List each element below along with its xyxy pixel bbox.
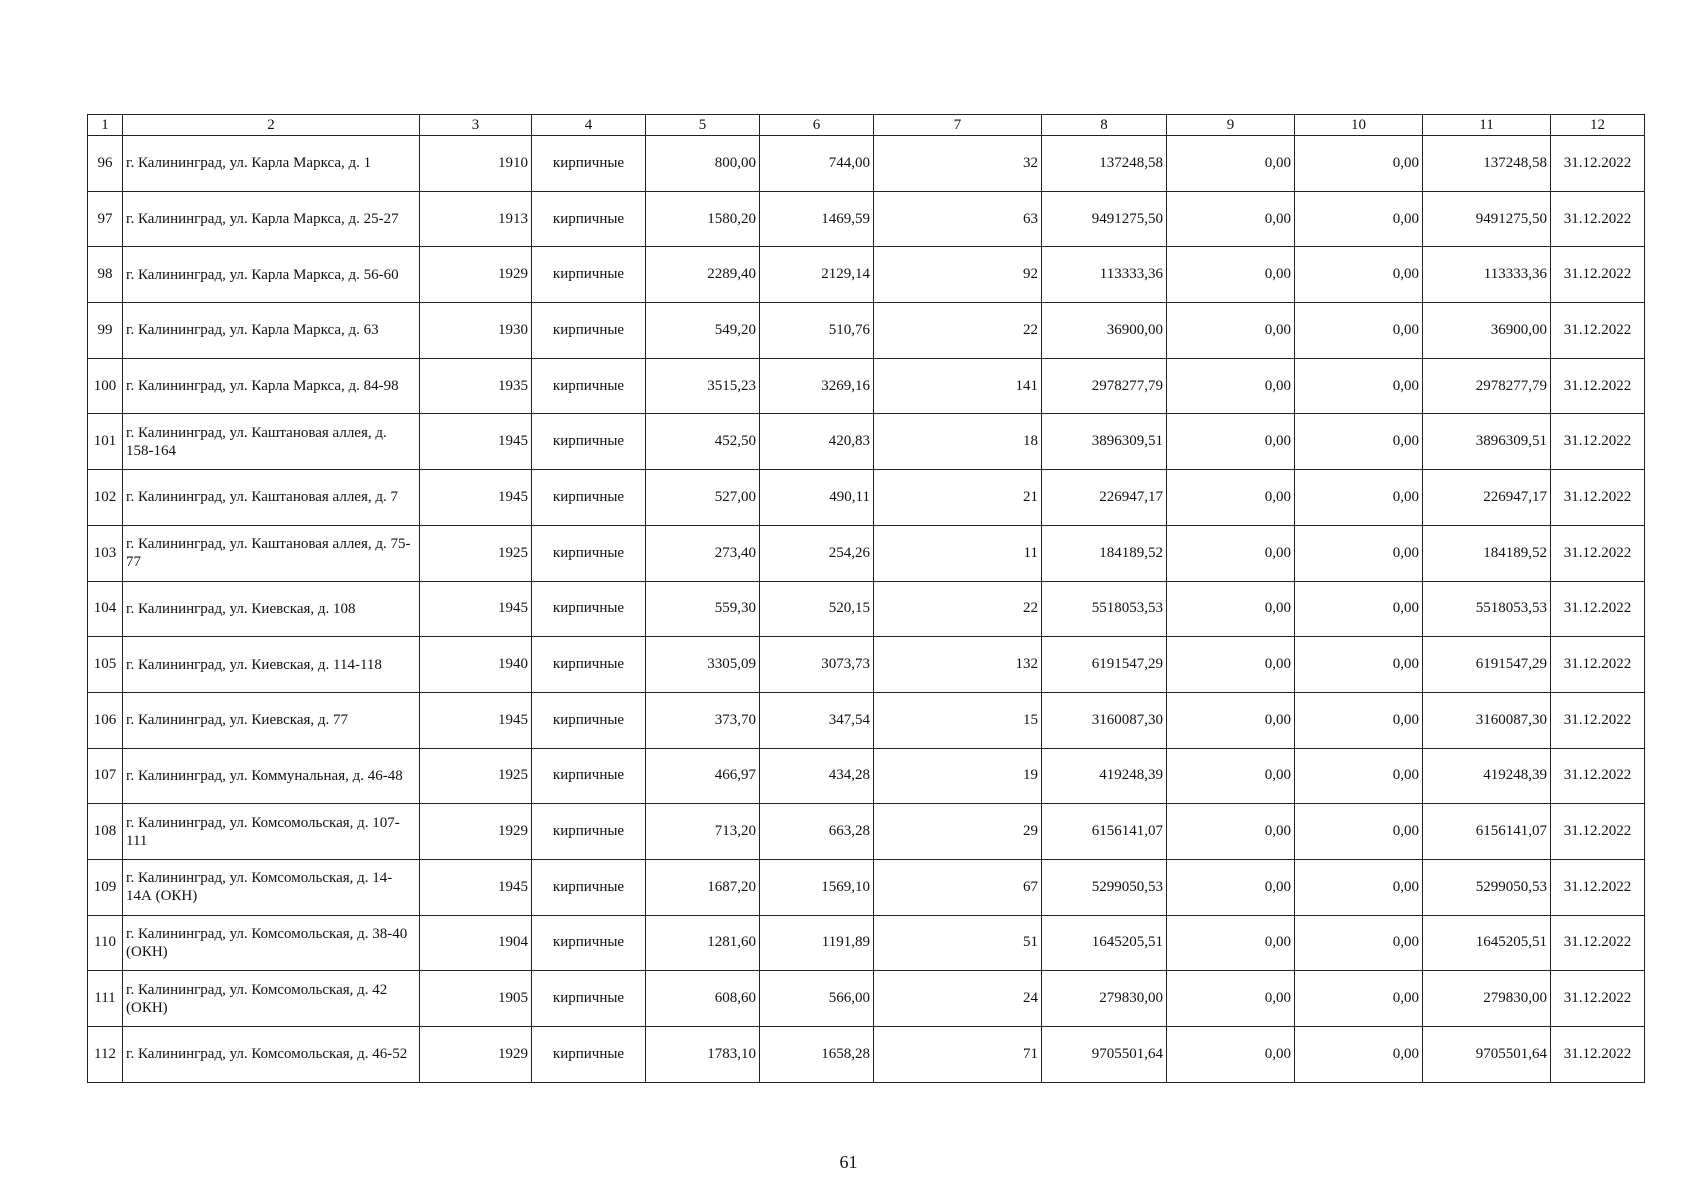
cell-col10: 0,00 (1295, 414, 1423, 470)
cell-date: 31.12.2022 (1551, 303, 1645, 359)
table-row (88, 247, 1645, 303)
cell-col10: 0,00 (1295, 247, 1423, 303)
cell-col7: 22 (874, 303, 1042, 359)
cell-address: г. Калининград, ул. Карла Маркса, д. 25-27 (123, 191, 420, 247)
cell-col8: 279830,00 (1042, 971, 1167, 1027)
cell-col11: 9705501,64 (1423, 1027, 1551, 1083)
cell-address: г. Калининград, ул. Карла Маркса, д. 1 (123, 136, 420, 192)
cell-col11: 226947,17 (1423, 470, 1551, 526)
cell-col7: 11 (874, 525, 1042, 581)
table-row (88, 470, 1645, 526)
cell-date: 31.12.2022 (1551, 804, 1645, 860)
cell-col9: 0,00 (1167, 358, 1295, 414)
cell-col5: 549,20 (646, 303, 760, 359)
cell-date: 31.12.2022 (1551, 525, 1645, 581)
cell-col7: 141 (874, 358, 1042, 414)
cell-col6: 1569,10 (760, 859, 874, 915)
cell-col5: 452,50 (646, 414, 760, 470)
cell-col7: 15 (874, 692, 1042, 748)
cell-col8: 184189,52 (1042, 525, 1167, 581)
cell-date: 31.12.2022 (1551, 414, 1645, 470)
cell-col9: 0,00 (1167, 637, 1295, 693)
cell-col7: 71 (874, 1027, 1042, 1083)
cell-col9: 0,00 (1167, 581, 1295, 637)
cell-address: г. Калининград, ул. Каштановая аллея, д. 158-164 (123, 414, 420, 470)
cell-wall-material: кирпичные (532, 414, 646, 470)
cell-row-number: 97 (88, 191, 123, 247)
table-row (88, 303, 1645, 359)
cell-wall-material: кирпичные (532, 1027, 646, 1083)
cell-col5: 2289,40 (646, 247, 760, 303)
cell-col8: 9705501,64 (1042, 1027, 1167, 1083)
cell-col11: 5299050,53 (1423, 859, 1551, 915)
table-row (88, 525, 1645, 581)
cell-row-number: 96 (88, 136, 123, 192)
header-row (88, 115, 1645, 136)
cell-year: 1945 (420, 470, 532, 526)
cell-col10: 0,00 (1295, 136, 1423, 192)
cell-col11: 5518053,53 (1423, 581, 1551, 637)
cell-col5: 466,97 (646, 748, 760, 804)
cell-date: 31.12.2022 (1551, 915, 1645, 971)
cell-address: г. Калининград, ул. Каштановая аллея, д. 75-77 (123, 525, 420, 581)
cell-col5: 1687,20 (646, 859, 760, 915)
cell-col7: 92 (874, 247, 1042, 303)
table-row (88, 859, 1645, 915)
cell-date: 31.12.2022 (1551, 136, 1645, 192)
cell-col5: 559,30 (646, 581, 760, 637)
cell-row-number: 105 (88, 637, 123, 693)
cell-col8: 137248,58 (1042, 136, 1167, 192)
cell-col10: 0,00 (1295, 971, 1423, 1027)
cell-col11: 36900,00 (1423, 303, 1551, 359)
cell-col11: 1645205,51 (1423, 915, 1551, 971)
cell-col10: 0,00 (1295, 859, 1423, 915)
cell-col6: 663,28 (760, 804, 874, 860)
cell-col5: 800,00 (646, 136, 760, 192)
cell-year: 1929 (420, 804, 532, 860)
cell-row-number: 102 (88, 470, 123, 526)
cell-row-number: 103 (88, 525, 123, 581)
cell-date: 31.12.2022 (1551, 581, 1645, 637)
table-header (88, 115, 1645, 136)
cell-row-number: 98 (88, 247, 123, 303)
table-row (88, 191, 1645, 247)
table-row (88, 414, 1645, 470)
cell-col7: 51 (874, 915, 1042, 971)
cell-address: г. Калининград, ул. Каштановая аллея, д. 7 (123, 470, 420, 526)
cell-col9: 0,00 (1167, 414, 1295, 470)
cell-col5: 1783,10 (646, 1027, 760, 1083)
cell-col9: 0,00 (1167, 470, 1295, 526)
cell-col7: 63 (874, 191, 1042, 247)
cell-col10: 0,00 (1295, 358, 1423, 414)
cell-col7: 29 (874, 804, 1042, 860)
cell-date: 31.12.2022 (1551, 470, 1645, 526)
cell-col7: 32 (874, 136, 1042, 192)
table-row (88, 748, 1645, 804)
cell-year: 1945 (420, 692, 532, 748)
cell-date: 31.12.2022 (1551, 358, 1645, 414)
cell-col5: 3515,23 (646, 358, 760, 414)
cell-col10: 0,00 (1295, 191, 1423, 247)
cell-col6: 1469,59 (760, 191, 874, 247)
cell-col10: 0,00 (1295, 525, 1423, 581)
cell-year: 1945 (420, 581, 532, 637)
cell-wall-material: кирпичные (532, 915, 646, 971)
cell-date: 31.12.2022 (1551, 1027, 1645, 1083)
table-row (88, 915, 1645, 971)
cell-col6: 744,00 (760, 136, 874, 192)
cell-col9: 0,00 (1167, 191, 1295, 247)
cell-col11: 3160087,30 (1423, 692, 1551, 748)
cell-address: г. Калининград, ул. Комсомольская, д. 14-14А (ОКН) (123, 859, 420, 915)
column-header-7: 7 (874, 115, 1042, 136)
cell-col8: 113333,36 (1042, 247, 1167, 303)
cell-col9: 0,00 (1167, 136, 1295, 192)
cell-col11: 2978277,79 (1423, 358, 1551, 414)
cell-col5: 1580,20 (646, 191, 760, 247)
cell-wall-material: кирпичные (532, 525, 646, 581)
cell-col6: 2129,14 (760, 247, 874, 303)
column-header-12: 12 (1551, 115, 1645, 136)
cell-col9: 0,00 (1167, 804, 1295, 860)
cell-col5: 1281,60 (646, 915, 760, 971)
cell-col11: 6156141,07 (1423, 804, 1551, 860)
cell-address: г. Калининград, ул. Комсомольская, д. 38-40 (ОКН) (123, 915, 420, 971)
cell-row-number: 108 (88, 804, 123, 860)
cell-row-number: 104 (88, 581, 123, 637)
cell-col5: 273,40 (646, 525, 760, 581)
cell-col6: 3073,73 (760, 637, 874, 693)
cell-date: 31.12.2022 (1551, 971, 1645, 1027)
cell-col10: 0,00 (1295, 303, 1423, 359)
column-header-1: 1 (88, 115, 123, 136)
cell-col11: 137248,58 (1423, 136, 1551, 192)
cell-date: 31.12.2022 (1551, 637, 1645, 693)
cell-wall-material: кирпичные (532, 748, 646, 804)
cell-col6: 434,28 (760, 748, 874, 804)
cell-wall-material: кирпичные (532, 692, 646, 748)
cell-col10: 0,00 (1295, 470, 1423, 526)
cell-col7: 132 (874, 637, 1042, 693)
cell-row-number: 101 (88, 414, 123, 470)
cell-col8: 2978277,79 (1042, 358, 1167, 414)
cell-col9: 0,00 (1167, 303, 1295, 359)
cell-col10: 0,00 (1295, 915, 1423, 971)
cell-col9: 0,00 (1167, 247, 1295, 303)
cell-col11: 9491275,50 (1423, 191, 1551, 247)
cell-col8: 6191547,29 (1042, 637, 1167, 693)
cell-row-number: 106 (88, 692, 123, 748)
cell-col10: 0,00 (1295, 581, 1423, 637)
cell-address: г. Калининград, ул. Комсомольская, д. 107-111 (123, 804, 420, 860)
cell-col11: 3896309,51 (1423, 414, 1551, 470)
cell-col7: 67 (874, 859, 1042, 915)
cell-row-number: 112 (88, 1027, 123, 1083)
cell-col9: 0,00 (1167, 1027, 1295, 1083)
cell-address: г. Калининград, ул. Комсомольская, д. 42 (ОКН) (123, 971, 420, 1027)
table-row (88, 1027, 1645, 1083)
cell-address: г. Калининград, ул. Комсомольская, д. 46-52 (123, 1027, 420, 1083)
cell-col11: 113333,36 (1423, 247, 1551, 303)
cell-col6: 520,15 (760, 581, 874, 637)
cell-col5: 713,20 (646, 804, 760, 860)
cell-col10: 0,00 (1295, 692, 1423, 748)
cell-year: 1905 (420, 971, 532, 1027)
cell-col6: 1191,89 (760, 915, 874, 971)
column-header-3: 3 (420, 115, 532, 136)
cell-col5: 373,70 (646, 692, 760, 748)
cell-year: 1925 (420, 525, 532, 581)
column-header-5: 5 (646, 115, 760, 136)
cell-row-number: 100 (88, 358, 123, 414)
cell-col11: 279830,00 (1423, 971, 1551, 1027)
column-header-11: 11 (1423, 115, 1551, 136)
cell-wall-material: кирпичные (532, 637, 646, 693)
table-row (88, 971, 1645, 1027)
cell-col8: 9491275,50 (1042, 191, 1167, 247)
column-header-2: 2 (123, 115, 420, 136)
cell-date: 31.12.2022 (1551, 692, 1645, 748)
cell-col8: 419248,39 (1042, 748, 1167, 804)
cell-year: 1910 (420, 136, 532, 192)
cell-row-number: 99 (88, 303, 123, 359)
column-header-8: 8 (1042, 115, 1167, 136)
cell-col8: 5299050,53 (1042, 859, 1167, 915)
cell-col8: 6156141,07 (1042, 804, 1167, 860)
cell-col7: 18 (874, 414, 1042, 470)
table-row (88, 358, 1645, 414)
cell-col6: 510,76 (760, 303, 874, 359)
cell-year: 1930 (420, 303, 532, 359)
table-row (88, 136, 1645, 192)
cell-year: 1925 (420, 748, 532, 804)
cell-col11: 184189,52 (1423, 525, 1551, 581)
cell-wall-material: кирпичные (532, 804, 646, 860)
cell-wall-material: кирпичные (532, 971, 646, 1027)
cell-address: г. Калининград, ул. Киевская, д. 114-118 (123, 637, 420, 693)
table-body (88, 136, 1645, 1083)
column-header-6: 6 (760, 115, 874, 136)
cell-year: 1904 (420, 915, 532, 971)
cell-col7: 21 (874, 470, 1042, 526)
register-table-container (87, 114, 1644, 1083)
cell-col9: 0,00 (1167, 692, 1295, 748)
cell-col10: 0,00 (1295, 1027, 1423, 1083)
cell-col6: 347,54 (760, 692, 874, 748)
cell-col7: 22 (874, 581, 1042, 637)
cell-col8: 226947,17 (1042, 470, 1167, 526)
cell-year: 1935 (420, 358, 532, 414)
cell-wall-material: кирпичные (532, 859, 646, 915)
cell-col5: 527,00 (646, 470, 760, 526)
cell-row-number: 109 (88, 859, 123, 915)
cell-wall-material: кирпичные (532, 581, 646, 637)
cell-row-number: 110 (88, 915, 123, 971)
cell-address: г. Калининград, ул. Киевская, д. 108 (123, 581, 420, 637)
cell-col7: 24 (874, 971, 1042, 1027)
cell-year: 1929 (420, 247, 532, 303)
cell-wall-material: кирпичные (532, 247, 646, 303)
cell-col8: 3896309,51 (1042, 414, 1167, 470)
page-number: 61 (839, 1152, 858, 1172)
cell-date: 31.12.2022 (1551, 859, 1645, 915)
cell-col7: 19 (874, 748, 1042, 804)
cell-col6: 420,83 (760, 414, 874, 470)
cell-col6: 3269,16 (760, 358, 874, 414)
cell-col10: 0,00 (1295, 748, 1423, 804)
cell-date: 31.12.2022 (1551, 247, 1645, 303)
cell-col6: 490,11 (760, 470, 874, 526)
cell-date: 31.12.2022 (1551, 191, 1645, 247)
cell-wall-material: кирпичные (532, 303, 646, 359)
cell-col9: 0,00 (1167, 748, 1295, 804)
column-header-10: 10 (1295, 115, 1423, 136)
cell-address: г. Калининград, ул. Карла Маркса, д. 84-98 (123, 358, 420, 414)
cell-col11: 6191547,29 (1423, 637, 1551, 693)
cell-col8: 5518053,53 (1042, 581, 1167, 637)
cell-col8: 36900,00 (1042, 303, 1167, 359)
table-row (88, 637, 1645, 693)
cell-address: г. Калининград, ул. Киевская, д. 77 (123, 692, 420, 748)
cell-wall-material: кирпичные (532, 191, 646, 247)
cell-year: 1940 (420, 637, 532, 693)
cell-col6: 254,26 (760, 525, 874, 581)
table-row (88, 804, 1645, 860)
cell-address: г. Калининград, ул. Карла Маркса, д. 56-60 (123, 247, 420, 303)
cell-col9: 0,00 (1167, 915, 1295, 971)
cell-row-number: 111 (88, 971, 123, 1027)
cell-year: 1945 (420, 414, 532, 470)
cell-address: г. Калининград, ул. Карла Маркса, д. 63 (123, 303, 420, 359)
cell-col8: 3160087,30 (1042, 692, 1167, 748)
cell-wall-material: кирпичные (532, 136, 646, 192)
cell-year: 1913 (420, 191, 532, 247)
table-row (88, 692, 1645, 748)
cell-wall-material: кирпичные (532, 470, 646, 526)
cell-address: г. Калининград, ул. Коммунальная, д. 46-48 (123, 748, 420, 804)
cell-col8: 1645205,51 (1042, 915, 1167, 971)
cell-wall-material: кирпичные (532, 358, 646, 414)
cell-col10: 0,00 (1295, 637, 1423, 693)
table-row (88, 581, 1645, 637)
cell-col6: 566,00 (760, 971, 874, 1027)
cell-col10: 0,00 (1295, 804, 1423, 860)
cell-col5: 608,60 (646, 971, 760, 1027)
cell-year: 1929 (420, 1027, 532, 1083)
cell-col9: 0,00 (1167, 525, 1295, 581)
cell-col5: 3305,09 (646, 637, 760, 693)
cell-date: 31.12.2022 (1551, 748, 1645, 804)
cell-year: 1945 (420, 859, 532, 915)
cell-col11: 419248,39 (1423, 748, 1551, 804)
column-header-4: 4 (532, 115, 646, 136)
cell-col9: 0,00 (1167, 971, 1295, 1027)
housing-register-table (87, 114, 1645, 1083)
column-header-9: 9 (1167, 115, 1295, 136)
cell-col6: 1658,28 (760, 1027, 874, 1083)
cell-row-number: 107 (88, 748, 123, 804)
cell-col9: 0,00 (1167, 859, 1295, 915)
